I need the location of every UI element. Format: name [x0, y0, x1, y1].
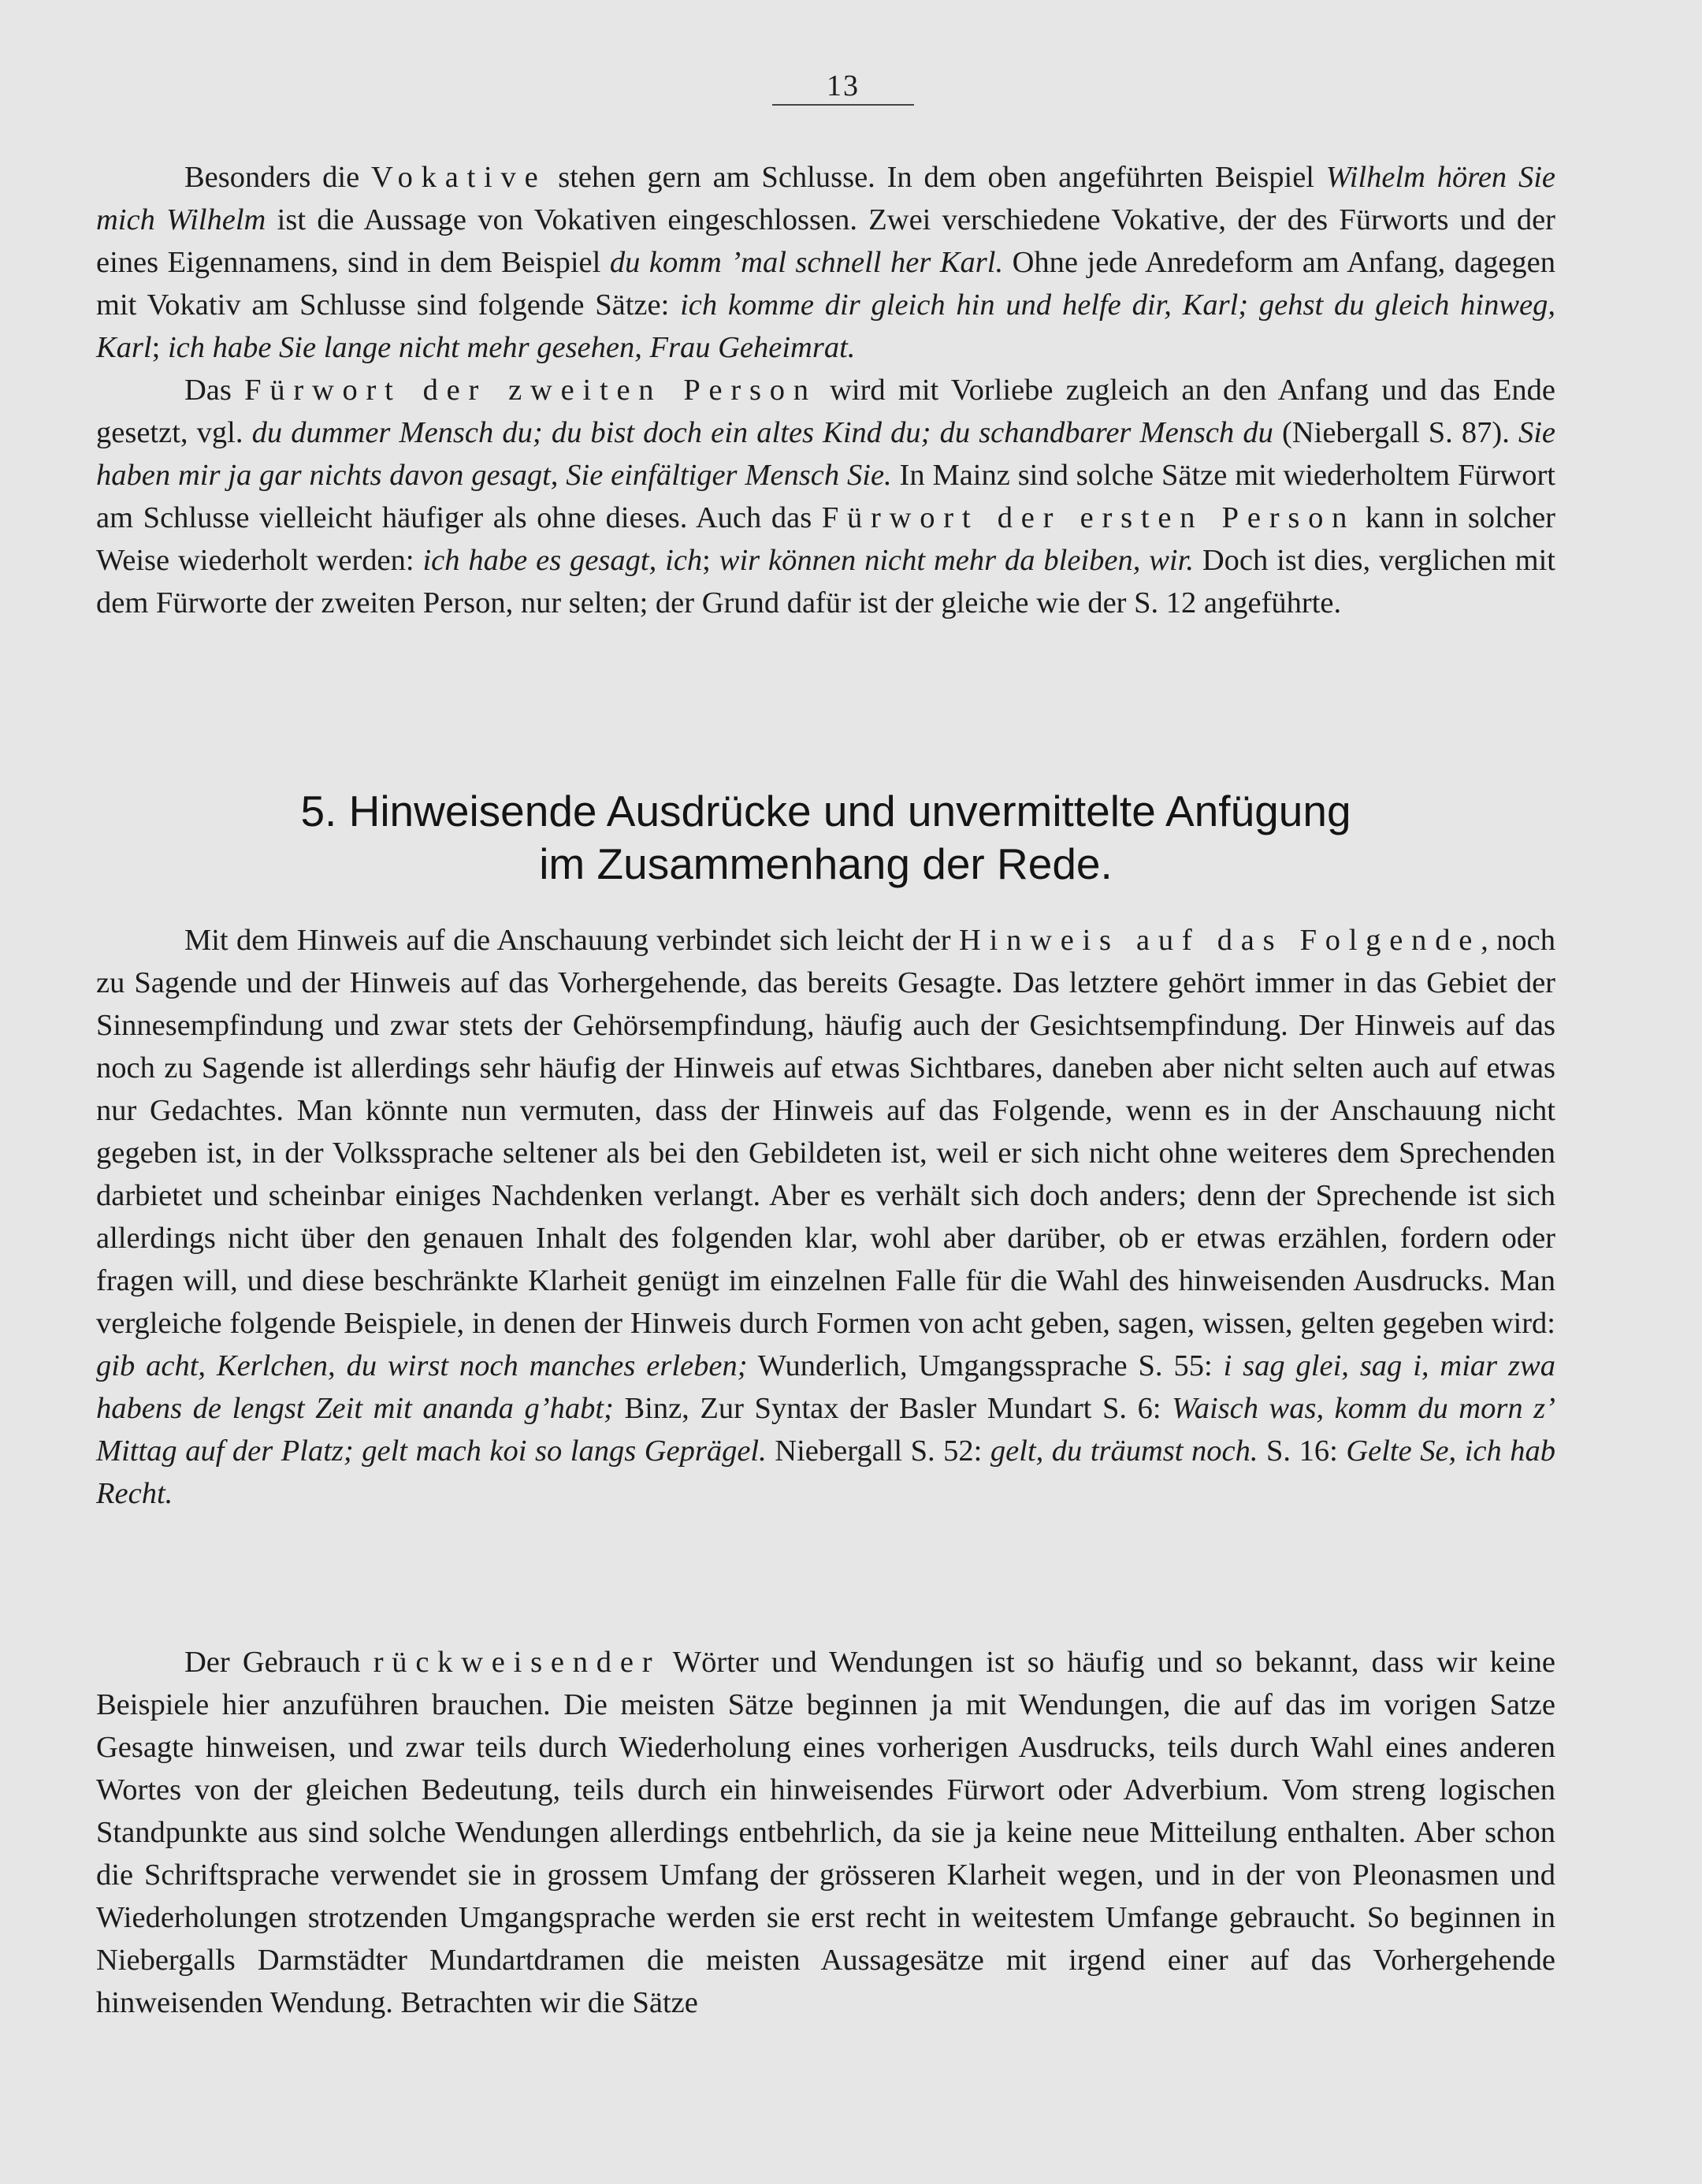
text-run: Wörter und Wendungen ist so häufig und so bekannt, dass wir keine Beispiele hier anzuführen brauchen. Die meisten Sätze beginnen ja mit Wendungen, die auf das im vorigen Satze Gesagte hinweisen, und zwar teils durch Wiederholung eines vorherigen Ausdrucks, teils durch Wahl eines anderen Wortes von der gleichen Bedeutung, teils durch ein hinweisendes Fürwort oder Adverbium. Vom streng logischen Standpunkte aus sind solche Wendungen allerdings entbehrlich, da sie ja keine neue Mitteilung enthalten. Aber schon die Schriftsprache verwendet sie in grossem Umfang der grösseren Klarheit wegen, und in der von Pleonasmen und Wiederholungen strotzenden Umgangsprache werden sie erst recht in weitestem Umfange gebraucht. So beginnen in Niebergalls Darmstädter Mundartdramen die meisten Aussagesätze mit irgend einer auf das Vorhergehende hinweisenden Wendung. Betrachten wir die Sätze — [96, 1646, 1556, 2019]
spaced-term: Vokative — [371, 161, 547, 194]
page-number: 13 — [772, 68, 914, 106]
text-block-backward-reference — [96, 1641, 1555, 2024]
spaced-term: rückweisender — [373, 1646, 661, 1679]
text-run: Binz, Zur Syntax der Basler Mundart S. 6: — [613, 1392, 1172, 1425]
example-phrase: du dummer Mensch du; du bist doch ein altes Kind du; du schandbarer Mensch du — [251, 416, 1273, 449]
example-phrase: ich komme dir gleich hin und helfe dir, Karl; gehst du gleich hinweg, Karl — [96, 288, 1555, 364]
example-phrase: Wilhelm hören Sie mich Wilhelm — [96, 161, 1555, 236]
paragraph-pronoun-repetition — [96, 369, 1555, 624]
text-run: wird mit Vorliebe zugleich an den Anfang und das Ende gesetzt, vgl. — [96, 374, 1556, 449]
example-phrase: gelt, du träumst noch. — [990, 1434, 1258, 1468]
example-phrase: du komm ’mal schnell her Karl. — [609, 246, 1004, 279]
text-run: Niebergall S. 52: — [766, 1434, 990, 1468]
text-block-vocatives — [96, 156, 1555, 624]
section-heading-line-1: 5. Hinweisende Ausdrücke und unvermittelte Anfügung — [300, 787, 1351, 835]
text-run: ist die Aussage von Vokativen eingeschlossen. Zwei verschiedene Vokative, der des Fürworts und der eines Eigennamens, sind in dem Beispiel — [96, 203, 1555, 279]
text-run: , noch zu Sagende und der Hinweis auf das Vorhergehende, das bereits Gesagte. Das letztere gehört immer in das Gebiet der Sinnesempfindung und zwar stets der Gehörsempfindung, häufig auch der Gesichtsempfindung. Der Hinweis auf das noch zu Sagende ist allerdings sehr häufig der Hinweis auf etwas Sichtbares, daneben aber nicht selten auch auf etwas nur Gedachtes. Man könnte nun vermuten, dass der Hinweis auf das Folgende, wenn es in der Anschauung nicht gegeben ist, in der Volkssprache seltener als bei den Gebildeten ist, weil er sich nicht ohne weiteres dem Sprechenden darbietet und scheinbar einiges Nachdenken verlangt. Aber es verhält sich doch anders; denn der Sprechende ist sich allerdings nicht über den genauen Inhalt des folgenden klar, wohl aber darüber, ob er etwas erzählen, fordern oder fragen will, und diese beschränkte Klarheit genügt im einzelnen Falle für die Wahl des hinweisenden Ausdrucks. Man vergleiche folgende Beispiele, in denen der Hinweis durch Formen von acht geben, sagen, wissen, gelten gegeben wird: — [96, 924, 1555, 1340]
section-heading — [96, 785, 1555, 891]
spaced-term: Hinweis auf das Folgende — [959, 924, 1481, 957]
text-block-forward-reference — [96, 919, 1555, 1515]
section-heading-line-2: im Zusammenhang der Rede. — [539, 839, 1113, 888]
text-run: In Mainz sind solche Sätze mit wiederholtem Fürwort am Schlusse vielleicht häufiger als ohne dieses. Auch das — [96, 459, 1555, 534]
text-run: Besonders die — [184, 161, 372, 194]
text-run: Das — [184, 374, 245, 407]
example-phrase: Sie haben mir ja gar nichts davon gesagt, Sie einfältiger Mensch Sie. — [96, 416, 1555, 492]
example-phrase: Waisch was, komm du morn z’ Mittag auf der Platz; gelt mach koi so langs Geprägel. — [96, 1392, 1555, 1468]
text-run: Mit dem Hinweis auf die Anschauung verbindet sich leicht der — [184, 924, 960, 957]
text-run: ; — [151, 331, 168, 364]
example-phrase: wir können nicht mehr da bleiben, wir. — [719, 544, 1194, 577]
text-run: (Niebergall S. 87). — [1273, 416, 1518, 449]
spaced-term: Fürwort der ersten Person — [821, 501, 1356, 534]
spaced-term: Fürwort der zweiten Person — [244, 374, 817, 407]
paragraph-backward-reference — [96, 1641, 1555, 2024]
text-run: Ohne jede Anredeform am Anfang, dagegen mit Vokativ am Schlusse sind folgende Sätze: — [96, 246, 1556, 322]
example-phrase: gib acht, Kerlchen, du wirst noch manches erleben; — [96, 1349, 748, 1382]
paragraph-vocatives — [96, 156, 1555, 369]
example-phrase: i sag glei, sag i, miar zwa habens de lengst Zeit mit ananda g’habt; — [96, 1349, 1555, 1425]
text-run: stehen gern am Schlusse. In dem oben angeführten Beispiel — [546, 161, 1326, 194]
example-phrase: ich habe Sie lange nicht mehr gesehen, Frau Geheimrat. — [167, 331, 856, 364]
text-run: Doch ist dies, verglichen mit dem Fürworte der zweiten Person, nur selten; der Grund dafür ist der gleiche wie der S. 12 angeführte. — [96, 544, 1556, 619]
paragraph-forward-reference — [96, 919, 1555, 1515]
text-run: kann in solcher Weise wiederholt werden: — [96, 501, 1555, 577]
example-phrase: ich habe es gesagt, ich — [422, 544, 703, 577]
text-run: ; — [702, 544, 719, 577]
text-run: Der Gebrauch — [184, 1646, 373, 1679]
text-run: Wunderlich, Umgangssprache S. 55: — [747, 1349, 1224, 1382]
example-phrase: Gelte Se, ich hab Recht. — [96, 1434, 1556, 1510]
text-run: S. 16: — [1258, 1434, 1347, 1468]
